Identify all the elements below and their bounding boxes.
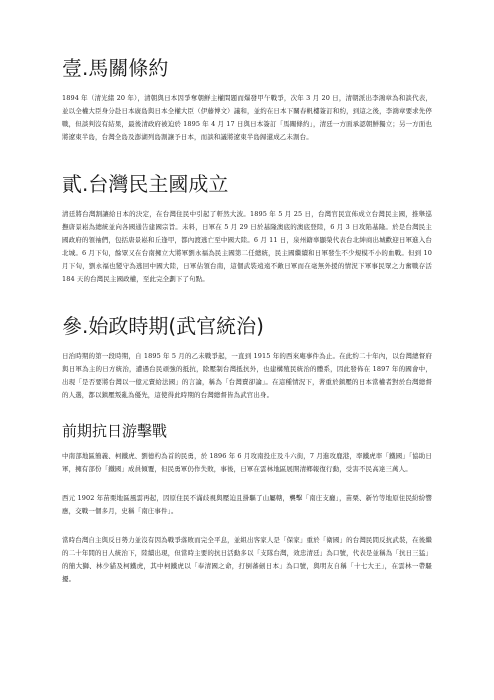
subsection-heading: 前期抗日游擊戰 (62, 422, 168, 440)
section-heading: 貳.台灣民主國成立 (62, 172, 229, 196)
paragraph: 中南部地區簡義、柯鐵虎、劉德杓為首的民勇，於 1896 年 6 月攻南投庄及斗六街，7 月進攻鹿港，率鐵虎率「鐵國」「協助日軍，擁有部份「鐵國」成員傾覆，但民勇軍仍作失敗，事後，日軍在雲林地區展開清鄉報復行動，受害不民高達三萬人。 (62, 452, 432, 473)
section-heading: 壹.馬關條約 (62, 56, 169, 80)
section-heading: 參.始政時期(武官統治) (62, 314, 264, 338)
paragraph: 西元 1902 年苗栗地區風雲再起，因原住民不滿歧視與壓迫且掛驅了山屬轄，襲擊「南庄支廳」，苗栗、新竹等地原住民紛紛響應，交戰一個多月，史稱「南庄事件」。 (62, 494, 432, 515)
paragraph: 清廷將台灣割讓給日本的決定，在台灣住民中引起了軒然大波。1895 年 5 月 25 日，台灣官民宣佈成立台灣民主國，推舉巡撫唐景崧為總統並向各國通告建國宗旨。未料，日軍在 5 月 29 日於基隆澳底的澳底登陸，6 月 3 日攻陷基隆。於是台灣民主國政府的領袖們，包括唐景崧和丘逢甲，都內渡逃亡至中國大陸。6 月 11 日，泉州籍辜顯榮代表台北紳商出城歡迎日軍進入台北城。6 月下旬，餘眾又在台南擁立大將軍劉永福為民主國第二任總統，民主國繼續和日軍發生不少規模不小的血戰。但到 10 月下旬，劉永福也變守為逃回中國大陸，日軍佔領台南，這個武裝遠遠不敵日軍而在毫無外援的情況下軍事民眾之力奮戰存活 184 天的台灣民主國政權，至此完全劃下了句點。 (62, 210, 432, 283)
paragraph: 1894 年（清光緒 20 年），清朝與日本因爭奪朝鮮主權問題而爆發甲午戰爭，次年 3 月 20 日，清朝派出李鴻章為和談代表，並以全權大臣身分赴日本廣島與日本全權大臣（伊藤博文）議和，並約在日本下關春帆樓簽訂和約，到這之後，李鴻章要求先停戰，但談判沒有結果，最後清政府被迫於 1895 年 4 月 17 日與日本簽訂「馬關條約」，清廷一方面承認朝鮮獨立；另一方面也將遼東半島，台灣全島及澎湖列島割讓予日本，而談和議將遼東半島歸還成乙未割台。 (62, 94, 432, 141)
document-page (62, 56, 432, 586)
section-early-administration (62, 314, 432, 402)
paragraph: 當時台灣自主與反日勢力並沒有因為戰爭落敗而完全平息，並組出客家人是「保家」重於「衛國」的台灣民間反抗武裝，在後繼的二十年間的日人統治下，陸續出現，但當時主要的抗日活動多以「支隊台灣，效忠清廷」為口號，代表是並稱為「抗日三猛」的簡大獅、林少貓及柯鐵虎，其中柯鐵虎以「奉清國之命，打倒蕃劍日本」為口號，與明友自稱「十七大王」，在雲林一帶騷擾。 (62, 536, 432, 583)
paragraph: 日治時期的第一段時期，自 1895 年 5 月的乙未戰爭起，一直到 1915 年的西來庵事件為止。在此約二十年內，以台灣總督府與日軍為主的日方統治，遭遇台民頑強的抵抗，除壓制台灣抵抗外，也建構殖民統治的體系，因此發佈在 1897 年的國會中，出現「是否要將台灣以一億元賣給法國」的言論，稱為「台灣賣卻論」。在這種情況下，著重於鎮壓的日本當權者對於台灣總督的人選，都以鎮壓叛亂為優先，這使得此時期的台灣總督皆為武官出身。 (62, 352, 432, 399)
section-republic-of-formosa (62, 172, 432, 286)
section-guerrilla-war (62, 422, 432, 586)
section-treaty-of-shimonoseki (62, 56, 432, 144)
